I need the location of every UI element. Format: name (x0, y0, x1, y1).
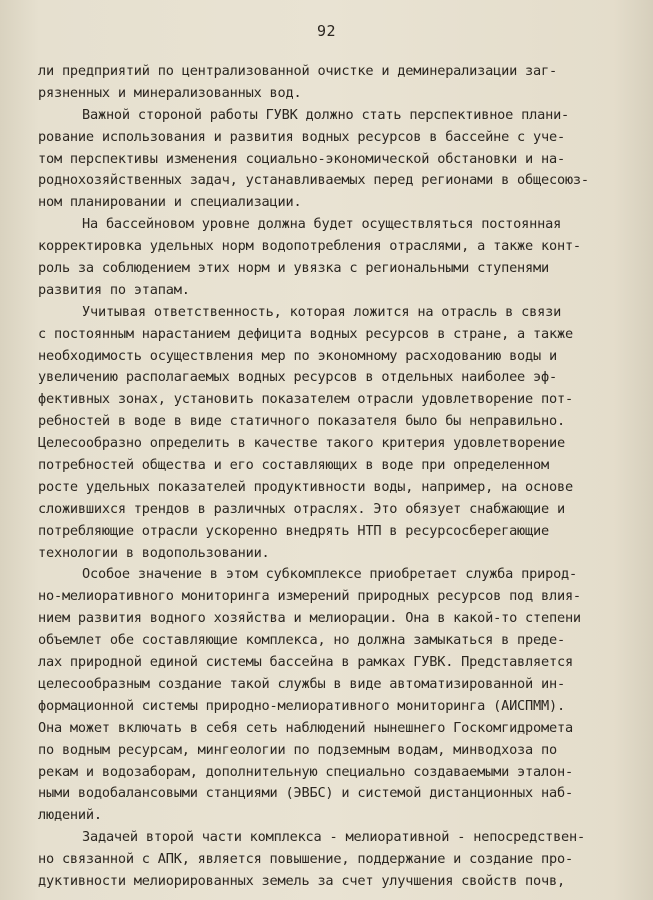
text-line: ли предприятий по централизованной очистке и деминерализации заг- (38, 63, 557, 79)
text-line: людений. (38, 807, 102, 824)
text-line: Учитывая ответственность, которая ложится на отрасль в связи (82, 303, 562, 320)
text-line: потребностей общества и его составляющих в воде при определенном (38, 457, 549, 474)
text-line: Важной стороной работы ГУВК должно стать перспективное плани- (82, 106, 570, 123)
text-line: сложившихся трендов в различных отраслях. Это обязует снабжающие и (38, 500, 565, 517)
text-line: Целесообразно определить в качестве такого критерия удовлетворение (38, 435, 565, 452)
text-line: увеличению располагаемых водных ресурсов в отдельных наиболее эф- (38, 369, 557, 386)
text-line: роднохозяйственных задач, устанавливаемых перед регионами в общесоюз- (38, 172, 589, 189)
text-line: с постоянным нарастанием дефицита водных ресурсов в стране, а также (38, 325, 573, 342)
text-line: необходимость осуществления мер по экономному расходованию воды и (38, 347, 557, 364)
text-line: рязненных и минерализованных вод. (38, 84, 302, 101)
text-line: технологии в водопользовании. (38, 544, 270, 561)
text-line: ными водобалансовыми станциями (ЭВБС) и системой дистанционных наб- (38, 785, 573, 802)
text-line: На бассейновом уровне должна будет осуществляться постоянная (82, 216, 562, 233)
text-line: рование использования и развития водных ресурсов в бассейне с уче- (38, 128, 565, 145)
text-line: Она может включать в себя сеть наблюдений нынешнего Госкомгидромета (38, 719, 573, 736)
page-number: 92 (316, 22, 337, 40)
text-line: ребностей в воде в виде статичного показателя было бы неправильно. (38, 413, 565, 430)
text-line: но-мелиоративного мониторинга измерений природных ресурсов под влия- (38, 588, 581, 605)
text-line: Особое значение в этом субкомплексе приобретает служба природ- (82, 566, 578, 583)
text-line: фективных зонах, установить показателем отрасли удовлетворение пот- (38, 391, 573, 408)
text-line: роль за соблюдением этих норм и увязка с региональными ступенями (38, 260, 549, 277)
text-line: по водным ресурсам, мингеологии по подземным водам, минводхоза по (38, 741, 557, 758)
text-line: ном планировании и специализации. (38, 194, 302, 211)
text-line: том перспективы изменения социально-экономической обстановки и на- (38, 150, 565, 167)
text-line: дуктивности мелиорированных земель за счет улучшения свойств почв, (38, 872, 565, 889)
text-line: объемлет обе составляющие комплекса, но должна замыкаться в преде- (38, 632, 565, 649)
text-line: целесообразным создание такой службы в виде автоматизированной ин- (38, 675, 565, 692)
text-line: Задачей второй части комплекса - мелиоративной - непосредствен- (82, 829, 586, 846)
text-line: но связанной с АПК, является повышение, поддержание и создание про- (38, 851, 573, 868)
text-line: потребляющие отрасли ускоренно внедрять НТП в ресурсосберегающие (38, 522, 549, 539)
body-text (38, 61, 638, 893)
text-line: рекам и водозаборам, дополнительную специально создаваемыми эталон- (38, 763, 573, 780)
text-line: росте удельных показателей продуктивности воды, например, на основе (38, 478, 573, 495)
text-line: лах природной единой системы бассейна в рамках ГУВК. Представляется (38, 654, 573, 671)
text-line: нием развития водного хозяйства и мелиорации. Она в какой-то степени (38, 610, 581, 627)
text-line: формационной системы природно-мелиоративного мониторинга (АИСПММ). (38, 697, 565, 714)
text-line: развития по этапам. (38, 281, 190, 298)
text-line: корректировка удельных норм водопотребления отраслями, а также конт- (38, 238, 581, 255)
